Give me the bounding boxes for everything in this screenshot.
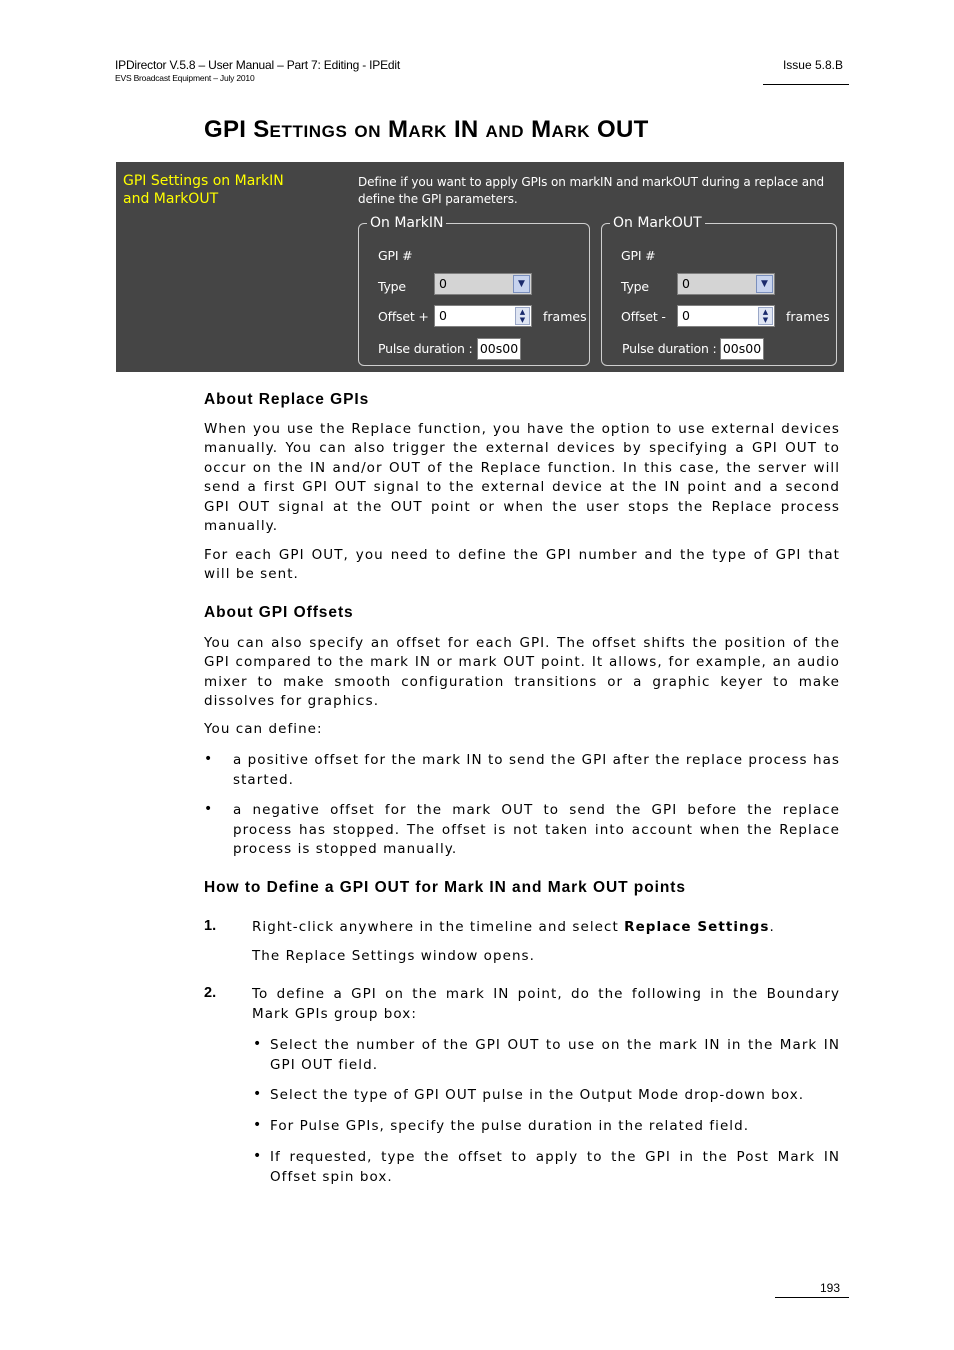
title-word: ON [354, 122, 382, 141]
type-dropdown[interactable] [434, 273, 532, 295]
paragraph: You can also specify an offset for each GPI. The offset shifts the position of the GPI compared to the mark IN or mark OUT point. It allows, for example, an audio mixer to make smooth configuration transitions or a graphic keyer to make dissolves for graphics. [204, 635, 840, 710]
panel-description: Define if you want to apply GPIs on markIN and markOUT during a replace and define the GPI parameters. [358, 175, 824, 206]
type-label: Type [621, 279, 649, 294]
title-word: MARK [388, 116, 447, 143]
offset-spinbox[interactable] [434, 305, 532, 327]
title-word: GPI [204, 116, 247, 143]
offset-label: Offset - [621, 309, 666, 324]
paragraph: For each GPI OUT, you need to define the GPI number and the type of GPI that will be sent. [204, 547, 840, 583]
group-legend: On MarkOUT [610, 214, 705, 232]
page-title [204, 116, 649, 144]
bullet-marker: • [253, 1148, 262, 1164]
list-item: a positive offset for the mark IN to send the GPI after the replace process has started. [233, 752, 840, 788]
list-item: If requested, type the offset to apply to the GPI in the Post Mark IN Offset spin box. [270, 1149, 840, 1185]
step-number: 2. [204, 985, 217, 1001]
header-subtitle: EVS Broadcast Equipment – July 2010 [115, 73, 255, 83]
list-item: Select the number of the GPI OUT to use on the mark IN in the Mark IN GPI OUT field. [270, 1037, 840, 1073]
footer-rule [775, 1297, 849, 1298]
spin-arrows-icon[interactable]: ▲ ▼ [515, 307, 530, 325]
bullet-marker: • [204, 801, 213, 817]
type-dropdown[interactable] [677, 273, 775, 295]
pulse-duration-label: Pulse duration : [378, 341, 473, 356]
pulse-duration-field[interactable]: 00s00 [477, 338, 521, 360]
bullet-marker: • [204, 751, 213, 767]
bullet-marker: • [253, 1086, 262, 1102]
gpi-settings-panel [116, 162, 844, 372]
list-item: a negative offset for the mark OUT to send the GPI before the replace process has stopped. The offset is not taken into account when the Replace process is stopped manually. [233, 802, 840, 858]
header-issue: Issue 5.8.B [782, 58, 843, 72]
step-text: Right-click anywhere in the timeline and select Replace Settings. [252, 919, 775, 935]
frames-label: frames [786, 309, 830, 324]
header-rule [763, 84, 849, 85]
gpi-number-label: GPI # [621, 248, 656, 263]
type-value: 0 [439, 276, 447, 291]
ui-term: Replace Settings [624, 919, 770, 935]
bullet-marker: • [253, 1117, 262, 1133]
step-result: The Replace Settings window opens. [252, 948, 535, 964]
offset-spinbox[interactable] [677, 305, 775, 327]
title-word: AND [485, 122, 525, 141]
panel-title: GPI Settings on MarkIN and MarkOUT [123, 173, 284, 207]
gpi-number-label: GPI # [378, 248, 413, 263]
chevron-down-icon[interactable]: ▼ [513, 275, 530, 293]
frames-label: frames [543, 309, 587, 324]
paragraph: When you use the Replace function, you have the option to use external devices manually. You can also trigger the external devices by specifying a GPI OUT to occur on the IN and/or OUT of the Replace function. In this case, the server will send a first GPI OUT signal to the external device at the IN point and a second GPI OUT signal at the OUT point or when the user stops the Replace process manually. [204, 421, 840, 535]
pulse-duration-label: Pulse duration : [622, 341, 717, 356]
step-text: To define a GPI on the mark IN point, do the following in the Boundary Mark GPIs group box: [252, 986, 840, 1022]
list-item: For Pulse GPIs, specify the pulse duration in the related field. [270, 1118, 750, 1134]
title-word: OUT [597, 116, 649, 143]
type-value: 0 [682, 276, 690, 291]
title-word: MARK [531, 116, 591, 143]
section-heading-offsets: About GPI Offsets [204, 604, 354, 621]
offset-label: Offset + [378, 309, 429, 324]
offset-value: 0 [439, 308, 447, 323]
step-number: 1. [204, 918, 217, 934]
group-legend: On MarkIN [367, 214, 446, 232]
paragraph: You can define: [204, 721, 323, 737]
bullet-marker: • [253, 1036, 262, 1052]
chevron-down-icon[interactable]: ▼ [756, 275, 773, 293]
pulse-duration-field[interactable]: 00s00 [720, 338, 764, 360]
section-heading-replace: About Replace GPIs [204, 391, 370, 408]
type-label: Type [378, 279, 406, 294]
group-on-markin [358, 215, 590, 366]
offset-value: 0 [682, 308, 690, 323]
title-word: IN [453, 116, 479, 143]
page-number: 193 [819, 1281, 840, 1295]
title-word: SETTINGS [253, 116, 348, 143]
section-heading-howto: How to Define a GPI OUT for Mark IN and Mark OUT points [204, 879, 686, 896]
spin-arrows-icon[interactable]: ▲ ▼ [758, 307, 773, 325]
group-on-markout [601, 215, 837, 366]
list-item: Select the type of GPI OUT pulse in the Output Mode drop-down box. [270, 1087, 805, 1103]
header-title: IPDirector V.5.8 – User Manual – Part 7: Editing - IPEdit [115, 58, 400, 72]
